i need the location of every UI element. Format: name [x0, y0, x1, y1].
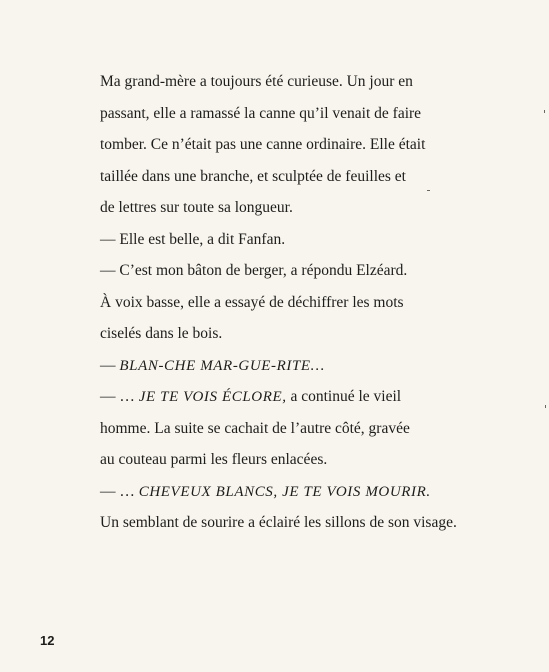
text-line [100, 287, 520, 319]
text-line [100, 161, 520, 193]
line-text: de lettres sur toute sa longueur. [100, 199, 293, 216]
line-text: au couteau parmi les fleurs enlacées. [100, 451, 328, 468]
text-line [100, 476, 520, 508]
text-line [100, 224, 520, 256]
line-text: Ma grand-mère a toujours été curieuse. Un jour en [100, 73, 413, 90]
inscription-text: CHEVEUX BLANCS, JE TE VOIS MOURIR. [138, 483, 431, 500]
line-text: homme. La suite se cachait de l’autre côté, gravée [100, 419, 410, 437]
line-text: passant, elle a ramassé la canne qu’il venait de faire [100, 104, 422, 122]
line-text: — C’est mon bâton de berger, a répondu Elzéard. [100, 262, 408, 279]
line-text: — Elle est belle, a dit Fanfan. [100, 230, 286, 248]
text-line [100, 192, 520, 224]
text-line [100, 255, 520, 287]
line-text: À voix basse, elle a essayé de déchiffrer les mots [100, 293, 404, 311]
inscription-text: BLAN-CHE MAR-GUE-RITE… [119, 357, 325, 374]
line-text: Un semblant de sourire a éclairé les sillons de son visage. [100, 514, 457, 531]
text-line [100, 129, 520, 161]
line-text: ciselés dans le bois. [100, 325, 223, 342]
inscription-text: JE TE VOIS ÉCLORE, [138, 389, 287, 405]
text-line [100, 413, 520, 445]
page-number: 12 [40, 633, 55, 648]
line-text: — … [100, 482, 139, 500]
line-text: — … [100, 388, 139, 405]
text-line [100, 66, 520, 98]
line-text: taillée dans une branche, et sculptée de feuilles et [100, 167, 406, 185]
text-line [100, 318, 520, 350]
text-line [100, 350, 520, 382]
line-text: a continué le vieil [286, 388, 402, 405]
text-line [100, 444, 520, 476]
line-text: tomber. Ce n’était pas une canne ordinaire. Elle était [100, 136, 426, 153]
text-line [100, 98, 520, 130]
text-line [100, 507, 520, 539]
text-line [100, 381, 520, 413]
body-text [100, 66, 520, 539]
line-text: — [100, 356, 120, 374]
